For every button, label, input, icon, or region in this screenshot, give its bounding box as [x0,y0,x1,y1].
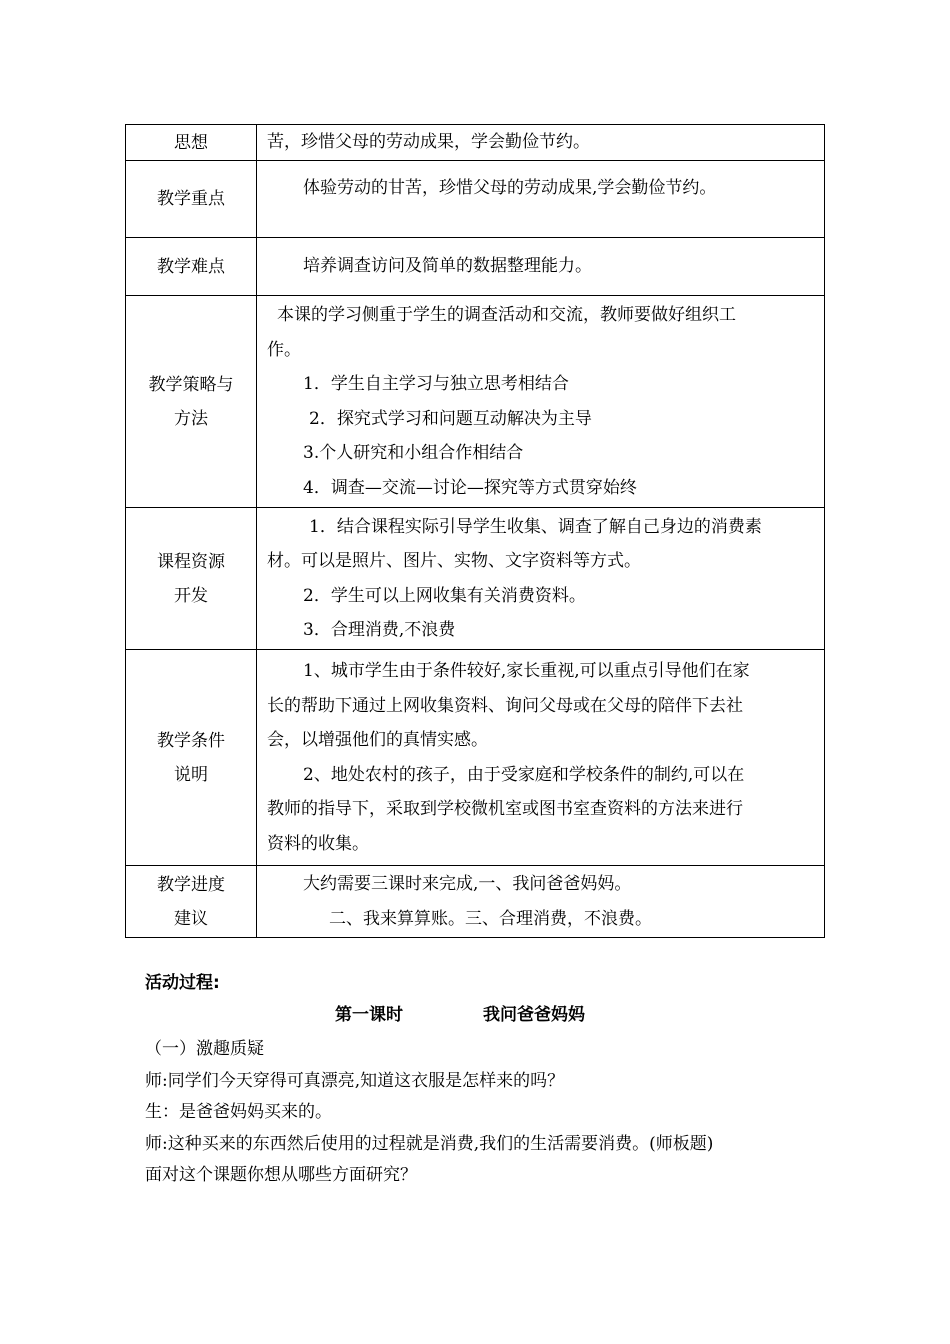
row-content: 1、城市学生由于条件较好,家长重视,可以重点引导他们在家 长的帮助下通过上网收集资料、询问父母或在父母的陪伴下去社 会，以增强他们的真情实感。 2、地处农村的孩子，由于受家庭和学校条件的制约,可以在 教师的指导下，采取到学校微机室或图书室查资料的方法来进行 资料的收集。 [257,650,825,866]
table-row [126,296,825,508]
table-row [126,238,825,296]
table-row [126,508,825,650]
table-row [126,161,825,238]
table-row [126,125,825,161]
row-label: 教学难点 [126,238,257,296]
lesson-title [335,1000,585,1025]
section-heading: 活动过程: [145,973,220,993]
row-label: 教学进度 建议 [126,866,257,938]
lesson-plan-table [125,124,825,938]
row-label: 思想 [126,125,257,161]
body-line: 师:同学们今天穿得可真漂亮,知道这衣服是怎样来的吗？ [145,1070,565,1091]
row-content: 1．结合课程实际引导学生收集、调查了解自己身边的消费素 材。可以是照片、图片、实物、文字资料等方式。 2．学生可以上网收集有关消费资料。 3．合理消费,不浪费 [257,508,825,650]
body-line: 师:这种买来的东西然后使用的过程就是消费,我们的生活需要消费。(师板题) [145,1133,714,1154]
table-row [126,650,825,866]
row-content: 体验劳动的甘苦，珍惜父母的劳动成果,学会勤俭节约。 [257,161,825,238]
lesson-name: 我问爸爸妈妈 [483,1005,585,1025]
table-row [126,866,825,938]
row-content: 大约需要三课时来完成,一、我问爸爸妈妈。 二、我来算算账。三、合理消费，不浪费。 [257,866,825,938]
row-label: 课程资源 开发 [126,508,257,650]
lesson-number: 第一课时 [335,1005,403,1025]
row-content: 培养调查访问及简单的数据整理能力。 [257,238,825,296]
body-line: 面对这个课题你想从哪些方面研究？ [145,1165,417,1185]
row-content: 苦，珍惜父母的劳动成果，学会勤俭节约。 [257,125,825,161]
lesson-body [145,1034,835,1192]
row-label: 教学重点 [126,161,257,238]
row-label: 教学策略与 方法 [126,296,257,508]
row-content: 本课的学习侧重于学生的调查活动和交流，教师要做好组织工 作。 1．学生自主学习与独立思考相结合 2．探究式学习和问题互动解决为主导 3.个人研究和小组合作相结合 4．调查—交流—讨论—探究等方式贯穿始终 [257,296,825,508]
row-label: 教学条件 说明 [126,650,257,866]
body-line: （一）激趣质疑 [145,1039,264,1059]
body-line: 生：是爸爸妈妈买来的。 [145,1102,332,1122]
